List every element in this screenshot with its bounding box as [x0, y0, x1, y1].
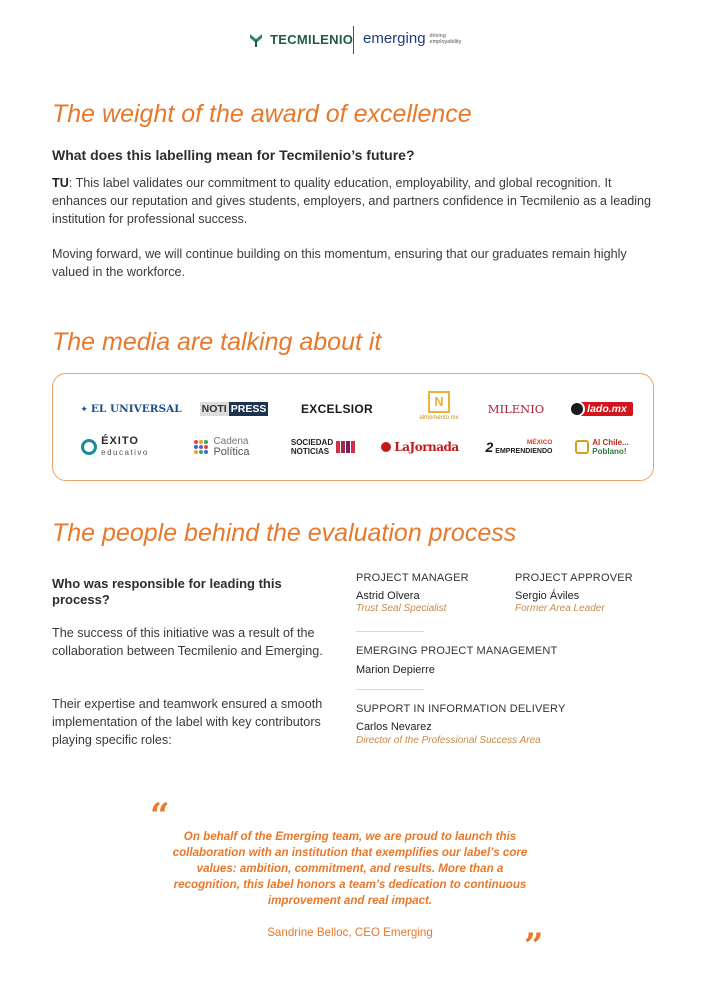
close-quote-icon: ” — [524, 926, 544, 966]
people-section-title: The people behind the evaluation process — [52, 519, 517, 547]
emerging-pm-heading: EMERGING PROJECT MANAGEMENT — [356, 645, 558, 657]
project-approver-title: Former Area Leader — [515, 603, 605, 614]
award-paragraph-1: TU: This label validates our commitment to quality education, employability, and global recognition. It enhances our reputation and gives students, employers, and partners confidence in Tecmilenio as a leading institution for professional success. — [52, 176, 652, 226]
emerging-pm-name: Marion Depierre — [356, 664, 435, 676]
support-heading: SUPPORT IN INFORMATION DELIVERY — [356, 703, 566, 715]
header — [0, 24, 707, 60]
excelsior-logo: EXCELSIOR — [300, 402, 374, 416]
eagle-icon: ✦ — [80, 403, 88, 414]
award-section-title: The weight of the award of excellence — [52, 100, 472, 128]
media-logos-box — [52, 373, 654, 481]
people-question: Who was responsible for leading this process? — [52, 576, 282, 607]
project-manager-title: Trust Seal Specialist — [356, 603, 447, 614]
mexico-emprendiendo-icon: 2 — [485, 439, 494, 455]
tecmilenio-logo — [248, 30, 353, 48]
exito-icon — [81, 439, 97, 455]
emerging-logo — [363, 30, 461, 47]
support-title: Director of the Professional Success Area — [356, 735, 541, 746]
tu-label: TU — [52, 176, 69, 190]
emerging-tagline: driving employability — [429, 32, 462, 45]
quote-author: Sandrine Belloc, CEO Emerging — [267, 926, 433, 939]
cadena-politica-logo: Cadena Política — [185, 434, 259, 460]
tecmilenio-wordmark: TECMILENIO — [270, 31, 354, 47]
al-chile-poblano-logo: Al Chile... Poblano! — [569, 434, 635, 460]
exito-educativo-logo: ÉXITO educativo — [77, 434, 153, 460]
media-section-title: The media are talking about it — [52, 328, 382, 356]
quote-text: On behalf of the Emerging team, we are proud to launch this collaboration with an institution that exemplifies our label’s core values: ambition, commitment, and results. More than a recognition, this label honors a team’s dedication to continuous improvement and real impact. — [172, 830, 528, 907]
almomento-logo: N almomento.mx — [411, 386, 467, 426]
role-divider — [356, 631, 424, 632]
la-jornada-logo: LaJornada — [375, 436, 465, 458]
open-quote-icon: “ — [150, 796, 170, 836]
award-question: What does this labelling mean for Tecmilenio’s future? — [52, 147, 415, 163]
al-chile-icon — [575, 440, 589, 454]
project-manager-heading: PROJECT MANAGER — [356, 572, 469, 584]
role-divider — [356, 689, 424, 690]
award-paragraph-2: Moving forward, we will continue building on this momentum, ensuring that our graduates remain highly valued in the workforce. — [52, 247, 627, 279]
people-paragraph-1: The success of this initiative was a result of the collaboration between Tecmilenio and Emerging. — [52, 626, 323, 658]
project-manager-name: Astrid Olvera — [356, 590, 420, 602]
notipress-logo: NOTI PRESS — [201, 403, 267, 415]
tecmilenio-leaf-icon — [248, 30, 264, 48]
mexico-emprendiendo-logo: 2 MÉXICO EMPRENDIENDO — [485, 439, 553, 455]
cadena-dots-icon — [194, 440, 208, 454]
la-jornada-icon — [381, 442, 391, 452]
support-name: Carlos Nevarez — [356, 721, 432, 733]
sociedad-bars-icon — [336, 441, 355, 453]
almomento-icon: N — [428, 391, 450, 413]
lado-logo: lado.mx — [569, 400, 637, 418]
milenio-logo: MILENIO — [487, 402, 545, 416]
people-paragraph-2: Their expertise and teamwork ensured a smooth implementation of the label with key contributors playing specific roles: — [52, 697, 323, 747]
sociedad-noticias-logo: SOCIEDAD NOTICIAS — [287, 434, 359, 460]
el-universal-logo: ✦ EL UNIVERSAL — [80, 403, 182, 415]
project-approver-heading: PROJECT APPROVER — [515, 572, 633, 584]
emerging-wordmark: emerging — [363, 30, 426, 47]
project-approver-name: Sergio Áviles — [515, 590, 580, 602]
header-divider — [353, 26, 354, 54]
lado-circle-icon — [569, 401, 585, 417]
